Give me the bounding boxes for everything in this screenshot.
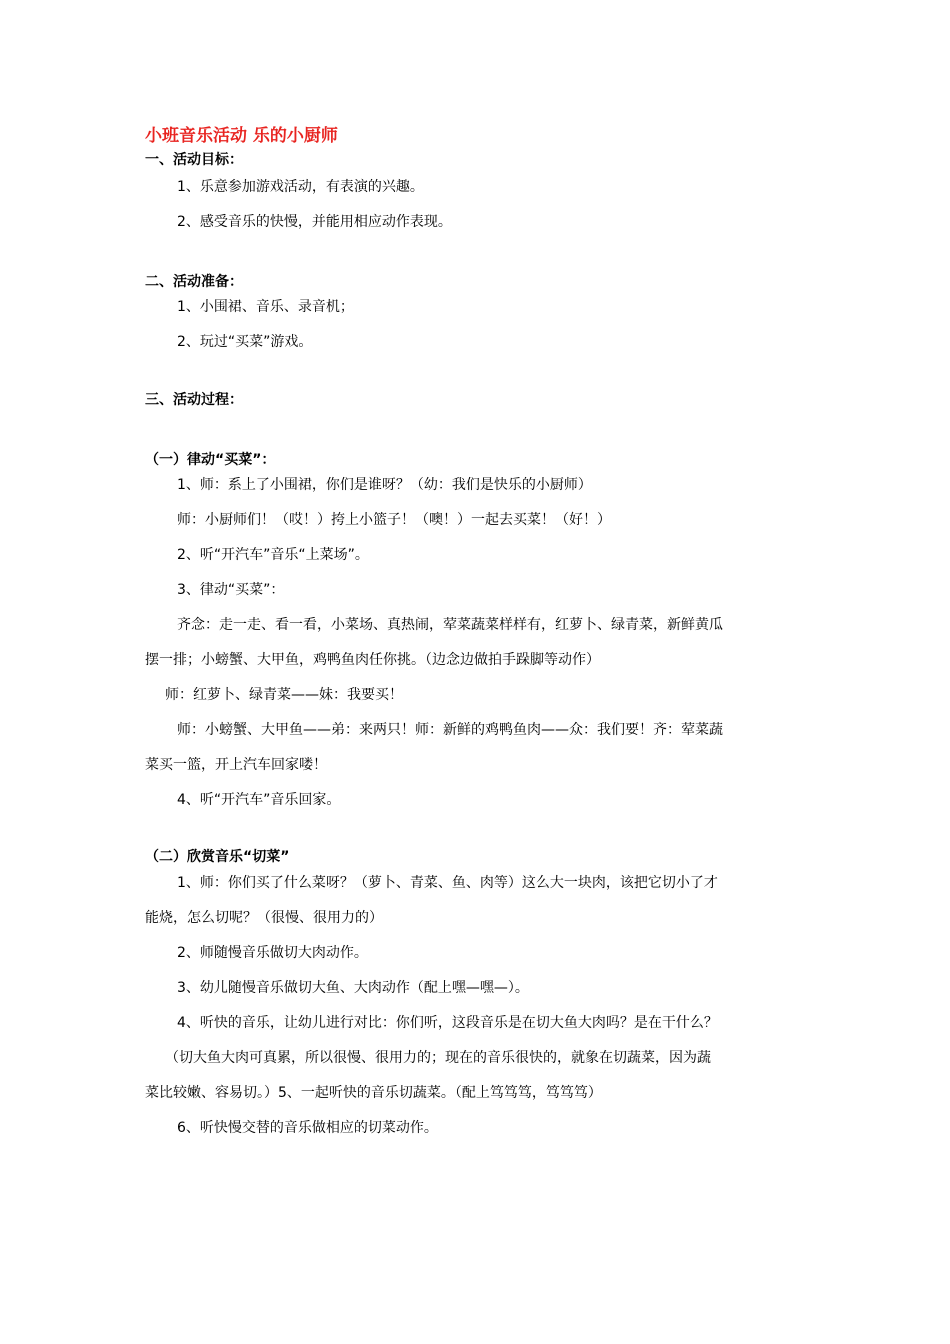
section-heading-process: 三、活动过程： [145,392,243,408]
goal-item-2: 2、感受音乐的快慢，并能用相应动作表现。 [177,214,452,230]
part-heading-1: （一）律动“买菜”： [145,452,276,468]
section-heading-goals: 一、活动目标： [145,152,243,168]
goal-item-1: 1、乐意参加游戏活动，有表演的兴趣。 [177,179,424,195]
part2-line-4: 3、幼儿随慢音乐做切大鱼、大肉动作（配上嘿—嘿—）。 [177,980,529,996]
part1-line-5: 齐念：走一走、看一看，小菜场、真热闹，荤菜蔬菜样样有，红萝卜、绿青菜，新鲜黄瓜 [177,617,723,633]
part1-line-8: 师：小螃蟹、大甲鱼——弟：来两只！师：新鲜的鸡鸭鱼肉——众：我们要！齐：荤菜蔬 [177,722,723,738]
part2-line-7: 菜比较嫩、容易切。）5、一起听快的音乐切蔬菜。（配上笃笃笃，笃笃笃） [145,1085,602,1101]
section-heading-prep: 二、活动准备： [145,274,243,290]
prep-item-1: 1、小围裙、音乐、录音机； [177,299,354,315]
part1-line-1: 1、师：系上了小围裙，你们是谁呀？（幼：我们是快乐的小厨师） [177,477,592,493]
part2-line-3: 2、师随慢音乐做切大肉动作。 [177,945,368,961]
part1-line-2: 师：小厨师们！（哎！）挎上小篮子！（噢！）一起去买菜！（好！） [177,512,611,528]
prep-item-2: 2、玩过“买菜”游戏。 [177,334,313,350]
document-title: 小班音乐活动 乐的小厨师 [145,126,338,146]
part1-line-6: 摆一排；小螃蟹、大甲鱼，鸡鸭鱼肉任你挑。（边念边做拍手跺脚等动作） [145,652,600,668]
document-body [145,124,805,1146]
part1-line-4: 3、律动“买菜”： [177,582,285,598]
part-heading-2: （二）欣赏音乐“切菜” [145,849,290,865]
part2-line-8: 6、听快慢交替的音乐做相应的切菜动作。 [177,1120,438,1136]
part2-line-6: （切大鱼大肉可真累，所以很慢、很用力的；现在的音乐很快的，就象在切蔬菜，因为蔬 [165,1050,711,1066]
part1-line-3: 2、听“开汽车”音乐“上菜场”。 [177,547,369,563]
part1-line-10: 4、听“开汽车”音乐回家。 [177,792,341,808]
part1-line-9: 菜买一篮，开上汽车回家喽！ [145,757,327,773]
part2-line-1: 1、师：你们买了什么菜呀？（萝卜、青菜、鱼、肉等）这么大一块肉，该把它切小了才 [177,875,718,891]
part2-line-5: 4、听快的音乐，让幼儿进行对比：你们听，这段音乐是在切大鱼大肉吗？是在干什么？ [177,1015,718,1031]
part1-line-7: 师：红萝卜、绿青菜——妹：我要买！ [165,687,403,703]
part2-line-2: 能烧，怎么切呢？（很慢、很用力的） [145,910,383,926]
